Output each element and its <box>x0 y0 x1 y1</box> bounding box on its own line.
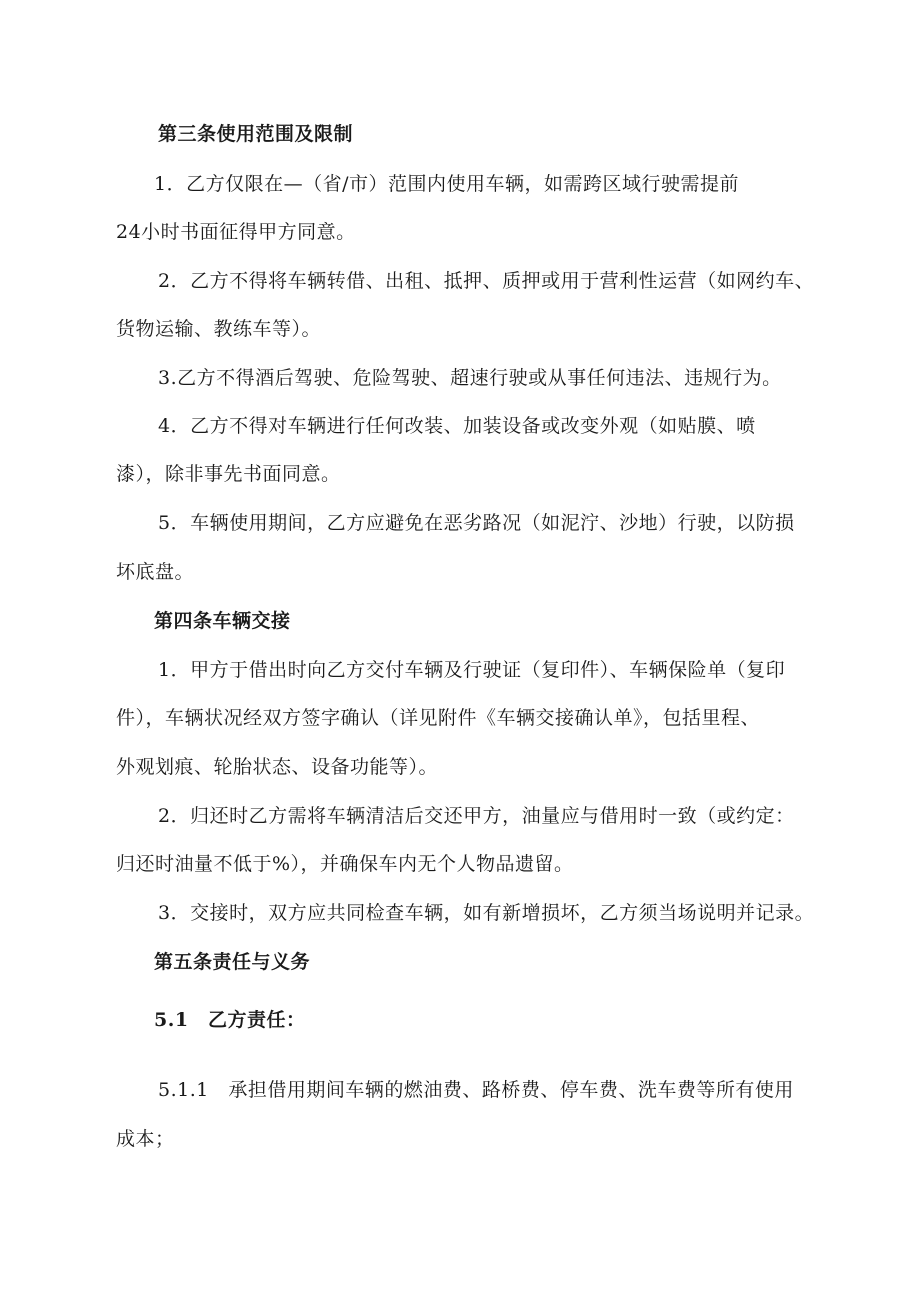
article-3-item-5-line-1: 5．车辆使用期间，乙方应避免在恶劣路况（如泥泞、沙地）行驶，以防损 <box>158 512 795 534</box>
article-3-item-1-line-1: 1．乙方仅限在—（省/市）范围内使用车辆，如需跨区域行驶需提前 <box>154 173 739 195</box>
article-4-item-2-line-1: 2．归还时乙方需将车辆清洁后交还甲方，油量应与借用时一致（或约定： <box>158 805 795 827</box>
article-3-item-2-line-2: 货物运输、教练车等）。 <box>116 318 322 340</box>
article-3-item-1-line-2: 24小时书面征得甲方同意。 <box>116 221 356 243</box>
section-5-1-heading: 5.1 乙方责任： <box>154 1009 306 1031</box>
article-3-item-4-line-1: 4．乙方不得对车辆进行任何改装、加装设备或改变外观（如贴膜、喷 <box>158 415 756 437</box>
article-4-item-3: 3．交接时，双方应共同检查车辆，如有新增损坏，乙方须当场说明并记录。 <box>158 902 815 924</box>
article-5-heading: 第五条责任与义务 <box>154 951 311 973</box>
article-4-item-2-line-2: 归还时油量不低于%），并确保车内无个人物品遗留。 <box>116 853 574 875</box>
article-4-item-1-line-1: 1．甲方于借出时向乙方交付车辆及行驶证（复印件）、车辆保险单（复印 <box>158 659 786 681</box>
article-3-heading: 第三条使用范围及限制 <box>158 123 354 145</box>
article-4-heading: 第四条车辆交接 <box>154 610 291 632</box>
clause-5-1-1-line-1: 5.1.1 承担借用期间车辆的燃油费、路桥费、停车费、洗车费等所有使用 <box>158 1079 794 1101</box>
article-4-item-1-line-2: 件），车辆状况经双方签字确认（详见附件《车辆交接确认单》，包括里程、 <box>116 707 761 729</box>
clause-5-1-1-line-2: 成本； <box>116 1128 175 1150</box>
article-3-item-2-line-1: 2．乙方不得将车辆转借、出租、抵押、质押或用于营利性运营（如网约车、 <box>158 270 815 292</box>
article-3-item-5-line-2: 坏底盘。 <box>116 561 195 583</box>
article-4-item-1-line-3: 外观划痕、轮胎状态、设备功能等）。 <box>116 756 439 778</box>
article-3-item-4-line-2: 漆），除非事先书面同意。 <box>116 463 341 485</box>
article-3-item-3: 3.乙方不得酒后驾驶、危险驾驶、超速行驶或从事任何违法、违规行为。 <box>158 367 782 389</box>
